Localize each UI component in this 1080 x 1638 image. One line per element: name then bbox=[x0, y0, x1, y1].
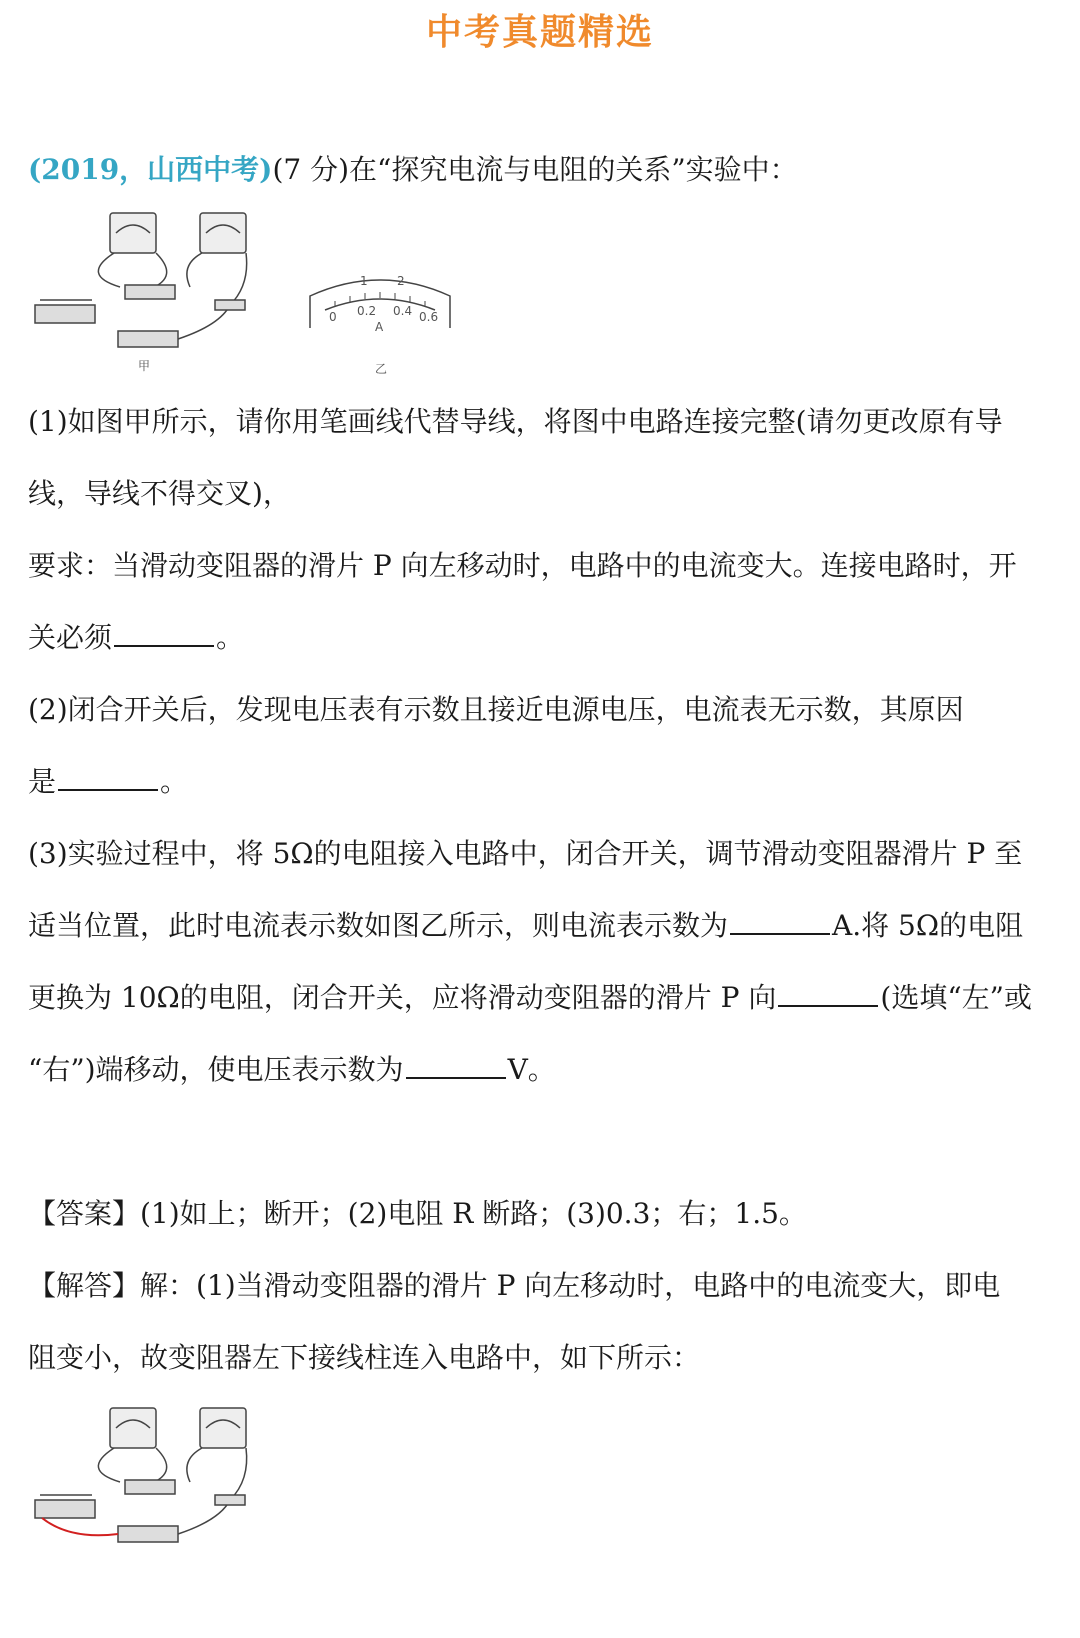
part1-line4-b: 。 bbox=[216, 621, 245, 654]
answer-blank-1 bbox=[114, 623, 214, 647]
dial-bottom-label-0: 0 bbox=[329, 310, 337, 324]
part3-line3 bbox=[28, 980, 1032, 1016]
answer-line: 【答案】(1)如上；断开；(2)电阻 R 断路；(3)0.3；右；1.5。 bbox=[28, 1197, 807, 1230]
part3-line4-b: V。 bbox=[507, 1053, 556, 1086]
part1-line4 bbox=[28, 620, 244, 656]
question-intro-text: (7 分)在“探究电流与电阻的关系”实验中： bbox=[272, 153, 798, 186]
part3-line2-a: 适当位置，此时电流表示数如图乙所示，则电流表示数为 bbox=[28, 909, 729, 942]
dial-unit: A bbox=[375, 320, 384, 334]
part1-line2: 线，导线不得交叉)， bbox=[28, 477, 291, 510]
dial-bottom-label-2: 0.4 bbox=[393, 304, 413, 318]
dial-top-label-2: 2 bbox=[397, 274, 405, 288]
solution-line2: 阻变小，故变阻器左下接线柱连入电路中，如下所示： bbox=[28, 1341, 701, 1374]
part1-line3: 要求：当滑动变阻器的滑片 P 向左移动时，电路中的电流变大。连接电路时，开 bbox=[28, 549, 1017, 582]
question-source: (2019，山西中考) bbox=[28, 153, 273, 186]
question-intro bbox=[28, 152, 798, 188]
answer-blank-4 bbox=[778, 983, 878, 1007]
part3-line4 bbox=[28, 1052, 556, 1088]
circuit-figure-solution bbox=[30, 1400, 260, 1550]
answer-blank-2 bbox=[58, 767, 158, 791]
ammeter-dial-figure bbox=[305, 268, 455, 376]
answer-blank-5 bbox=[406, 1055, 506, 1079]
part3-line3-a: 更换为 10Ω的电阻，闭合开关，应将滑动变阻器的滑片 P 向 bbox=[28, 981, 777, 1014]
part1-line4-a: 关必须 bbox=[28, 621, 113, 654]
dial-bottom-label-3: 0.6 bbox=[419, 310, 439, 324]
caption-b: 乙 bbox=[375, 362, 388, 376]
part1-line1: (1)如图甲所示，请你用笔画线代替导线，将图中电路连接完整(请勿更改原有导 bbox=[28, 405, 1003, 438]
page-title: 中考真题精选 bbox=[425, 12, 654, 53]
part3-line2 bbox=[28, 908, 1023, 944]
added-red-wire bbox=[42, 1518, 118, 1535]
part2-line2-a: 是 bbox=[28, 765, 57, 798]
part3-line2-b: A.将 5Ω的电阻 bbox=[832, 909, 1024, 942]
part3-line3-b: (选填“左”或 bbox=[880, 981, 1032, 1014]
circuit-figure-a bbox=[30, 205, 260, 373]
part2-line1: (2)闭合开关后，发现电压表有示数且接近电源电压，电流表无示数，其原因 bbox=[28, 693, 964, 726]
dial-bottom-label-1: 0.2 bbox=[357, 304, 377, 318]
caption-a: 甲 bbox=[138, 359, 151, 373]
part3-line4-a: “右”)端移动，使电压表示数为 bbox=[28, 1053, 404, 1086]
dial-top-label-1: 1 bbox=[360, 274, 368, 288]
answer-blank-3 bbox=[730, 911, 830, 935]
part2-line2 bbox=[28, 764, 188, 800]
part2-line2-b: 。 bbox=[160, 765, 189, 798]
part3-line1: (3)实验过程中，将 5Ω的电阻接入电路中，闭合开关，调节滑动变阻器滑片 P 至 bbox=[28, 837, 1023, 870]
solution-line1: 【解答】解：(1)当滑动变阻器的滑片 P 向左移动时，电路中的电流变大，即电 bbox=[28, 1269, 1001, 1302]
